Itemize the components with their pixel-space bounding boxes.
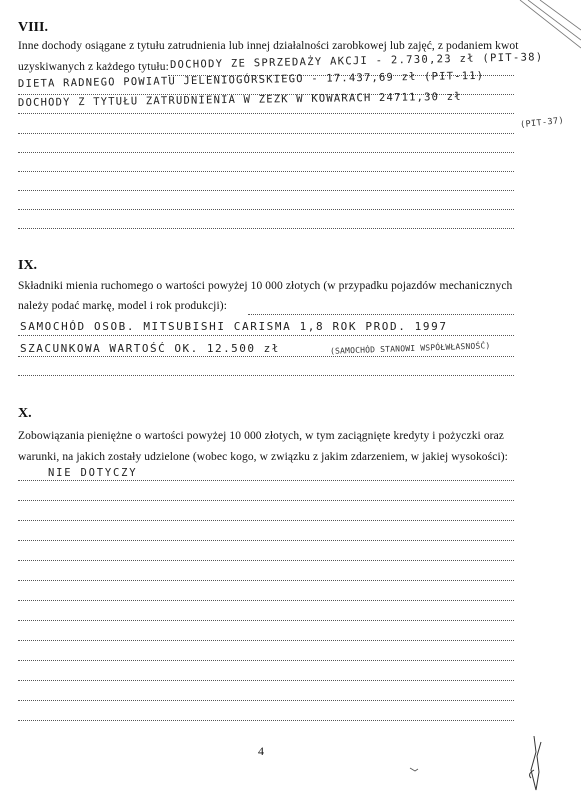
section-viii-handwritten-line3: DOCHODY Z TYTUŁU ZATRUDNIENIA W ZEZK W KOWARACH 24711,30 zł: [17, 90, 462, 109]
section-viii-handwritten-line1: DOCHODY ZE SPRZEDAŻY AKCJI - 2.730,23 zł (PIT-38): [169, 51, 544, 71]
section-viii-handwritten-line2: DIETA RADNEGO POWIATU JELENIOGÓRSKIEGO - 17.437,69 zł (PIT-11): [17, 69, 485, 90]
section-viii-heading: VIII.: [18, 20, 48, 35]
section-x-text-line1: Zobowiązania pieniężne o wartości powyżej 10 000 złotych, w tym zaciągnięte kredyty i pożyczki oraz: [18, 430, 505, 442]
section-viii-text-line1: Inne dochody osiągane z tytułu zatrudnienia lub innej działalności zarobkowej lub zajęć, z podaniem kwot: [18, 40, 519, 52]
section-ix-heading: IX.: [18, 258, 38, 273]
section-x-text-line2: warunki, na jakich zostały udzielone (wobec kogo, w związku z jakim zdarzeniem, w jakiej wysokości):: [18, 451, 508, 463]
section-ix-text-line2: należy podać markę, model i rok produkcji):: [18, 300, 227, 312]
section-ix-handwritten-line2: SZACUNKOWA WARTOŚĆ OK. 12.500 zł: [20, 342, 280, 355]
page-number: 4: [258, 744, 264, 758]
small-scan-mark: [410, 768, 418, 771]
section-viii-text-line2: uzyskiwanych z każdego tytułu:: [18, 61, 169, 73]
section-x-handwritten-line1: NIE DOTYCZY: [48, 467, 138, 479]
signature-initials: [530, 736, 541, 790]
section-ix-handwritten-line1: SAMOCHÓD OSOB. MITSUBISHI CARISMA 1,8 ROK PROD. 1997: [20, 320, 448, 333]
section-ix-handwritten-note: (SAMOCHÓD STANOWI WSPÓŁWŁASNOŚĆ): [329, 341, 491, 356]
corner-fold-mark: [520, 0, 581, 48]
section-viii-handwritten-note: (PIT-37): [519, 115, 565, 131]
section-ix-text-line1: Składniki mienia ruchomego o wartości powyżej 10 000 złotych (w przypadku pojazdów mechanicznych: [18, 280, 513, 292]
section-x-heading: X.: [18, 406, 32, 421]
